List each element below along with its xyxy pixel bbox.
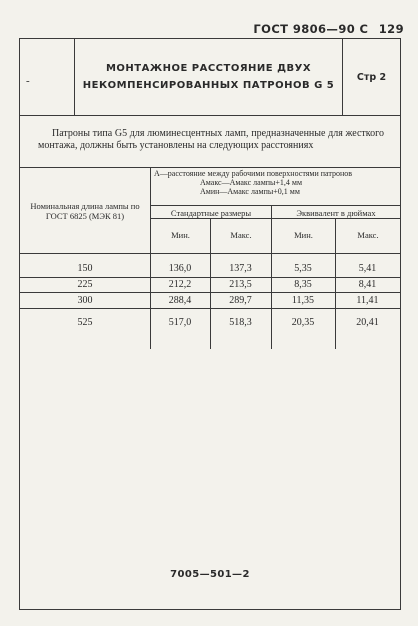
document-title [75, 39, 343, 115]
distance-note [154, 169, 398, 196]
table-top-rule [20, 167, 400, 168]
std-max-header: Макс. [230, 230, 252, 240]
inch-equivalent-header: Эквивалент в дюймах [296, 208, 376, 218]
table-group-rule [150, 218, 400, 219]
title-block-left [20, 39, 75, 115]
row-4-inch-max: 20,41 [356, 317, 379, 328]
row-1-inch-max: 5,41 [358, 263, 377, 274]
row-2-min: 212,2 [168, 279, 192, 290]
row-4-inch-min: 20,35 [291, 317, 315, 328]
nominal-length-header: Номинальная длина лампы по ГОСТ 6825 (МЭК 81) [30, 201, 140, 221]
row-3-inch-min: 11,35 [291, 295, 315, 306]
std-min-header: Мин. [171, 230, 190, 240]
print-code: 7005—501—2 [170, 569, 250, 580]
title-block-mark: - [26, 75, 30, 87]
row-2-inch-min: 8,35 [294, 279, 312, 290]
row-2-inch-max: 8,41 [358, 279, 377, 290]
row-3-min: 288,4 [168, 295, 192, 306]
row-2-length: 225 [77, 279, 93, 290]
row-4-length: 525 [77, 317, 93, 328]
row-3-max: 289,7 [229, 295, 252, 306]
row-3-length: 300 [77, 295, 93, 306]
table-note-rule [150, 205, 400, 206]
inch-min-header: Мин. [294, 230, 313, 240]
row-4-min: 517,0 [168, 317, 192, 328]
inch-max-header: Макс. [357, 230, 379, 240]
title-block [20, 39, 400, 116]
row-1-min: 136,0 [168, 263, 192, 274]
row-1-max: 137,3 [229, 263, 252, 274]
distance-note-line-3: Aмин—Aмакс лампы+0,1 мм [200, 187, 300, 196]
row-1-length: 150 [77, 263, 93, 274]
row-4-max: 518,3 [229, 317, 252, 328]
row-1-inch-min: 5,35 [294, 263, 312, 274]
standard-number [247, 22, 404, 36]
row-2-max: 213,5 [229, 279, 252, 290]
sheet-frame [19, 38, 401, 610]
sheet-page-label: Стр 2 [356, 71, 387, 83]
row-3-inch-max: 11,41 [356, 295, 379, 306]
standard-sizes-header: Стандартные размеры [170, 208, 252, 218]
distance-note-line-1: A—расстояние между рабочими поверхностями патронов [154, 169, 353, 178]
page-number: 129 [378, 22, 404, 36]
distance-note-line-2: Aмакс—Aмакс лампы+1,4 мм [200, 178, 303, 187]
standard-code: ГОСТ 9806—90 С [253, 22, 369, 36]
title-line-1: МОНТАЖНОЕ РАССТОЯНИЕ ДВУХ [105, 63, 312, 74]
title-line-2: НЕКОМПЕНСИРОВАННЫХ ПАТРОНОВ G 5 [82, 80, 335, 91]
intro-paragraph: Патроны типа G5 для люминесцентных ламп, предназначенные для жесткого монтажа, должны быть установлены на следующих расстояниях [38, 128, 384, 151]
